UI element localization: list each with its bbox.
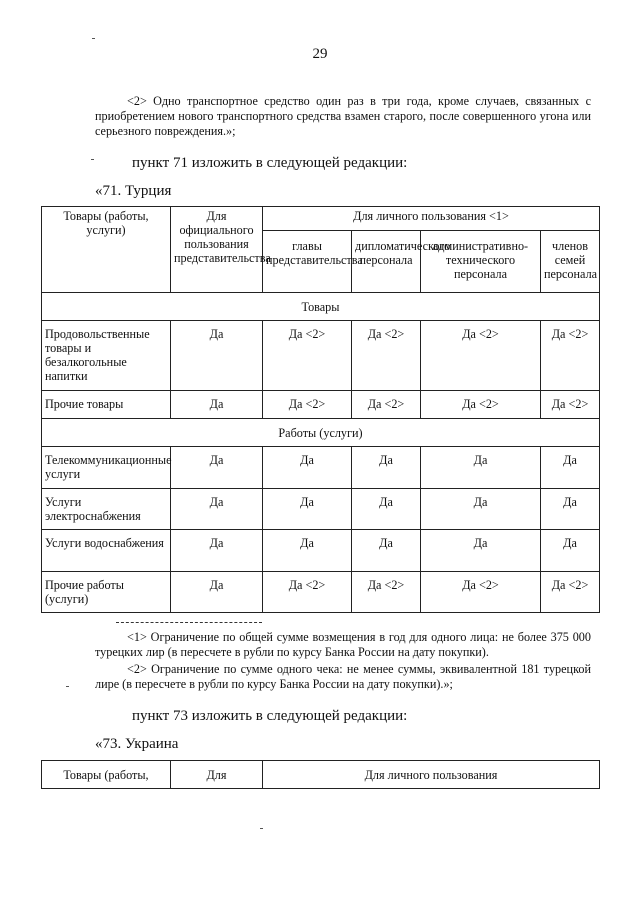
cell-heads: Да <2>	[263, 391, 352, 419]
cell-admin: Да	[421, 447, 541, 489]
table-row	[42, 530, 600, 572]
header-diplomatic: дипломатического персонала	[352, 231, 421, 293]
header-official: Для официального пользования представительства	[171, 207, 263, 293]
scan-speck	[66, 686, 69, 687]
heading-73-ukraine: «73. Украина	[95, 736, 179, 752]
instruction-73: пункт 73 изложить в следующей редакции:	[132, 708, 408, 724]
header-goods: Товары (работы,	[42, 761, 171, 789]
header-admin: административно-технического персонала	[421, 231, 541, 293]
row-name: Прочие товары	[42, 391, 171, 419]
cell-admin: Да	[421, 530, 541, 572]
scan-speck	[92, 38, 95, 39]
cell-official: Да	[171, 489, 263, 530]
cell-official: Да	[171, 321, 263, 391]
section-goods: Товары	[42, 293, 600, 321]
cell-diplomatic: Да <2>	[352, 572, 421, 613]
footnote-separator	[116, 622, 262, 623]
cell-heads: Да <2>	[263, 321, 352, 391]
header-heads: главы представительства	[263, 231, 352, 293]
cell-family: Да	[541, 489, 600, 530]
footnote-1: <1> Ограничение по общей сумме возмещения в год для одного лица: не более 375 000 турецких лир (в пересчете в рубли по курсу Банка России на дату покупки).	[95, 630, 591, 659]
cell-admin: Да <2>	[421, 572, 541, 613]
row-name: Услуги электроснабжения	[42, 489, 171, 530]
cell-official: Да	[171, 447, 263, 489]
row-name: Прочие работы (услуги)	[42, 572, 171, 613]
row-name: Продовольственные товары и безалкогольные напитки	[42, 321, 171, 391]
cell-heads: Да <2>	[263, 572, 352, 613]
cell-admin: Да <2>	[421, 321, 541, 391]
cell-heads: Да	[263, 530, 352, 572]
cell-diplomatic: Да	[352, 530, 421, 572]
scan-speck	[91, 159, 94, 160]
heading-71-turkey: «71. Турция	[95, 183, 172, 199]
table-row	[42, 572, 600, 613]
cell-diplomatic: Да <2>	[352, 321, 421, 391]
section-works: Работы (услуги)	[42, 419, 600, 447]
cell-heads: Да	[263, 489, 352, 530]
turkey-privileges-table	[41, 206, 600, 613]
footnote-2-vehicle: <2> Одно транспортное средство один раз в три года, кроме случаев, связанных с приобретением нового транспортного средства взамен старого, после совершенного угона или серьезного повреждения.»;	[95, 94, 591, 138]
row-name: Телекоммуникационные услуги	[42, 447, 171, 489]
cell-admin: Да <2>	[421, 391, 541, 419]
cell-diplomatic: Да	[352, 489, 421, 530]
header-family: членов семей персонала	[541, 231, 600, 293]
cell-diplomatic: Да <2>	[352, 391, 421, 419]
page-number: 29	[312, 46, 328, 62]
cell-official: Да	[171, 530, 263, 572]
table-row	[42, 391, 600, 419]
table-row	[42, 447, 600, 489]
header-personal: Для личного пользования <1>	[263, 207, 600, 231]
instruction-71: пункт 71 изложить в следующей редакции:	[132, 155, 408, 171]
header-goods: Товары (работы, услуги)	[42, 207, 171, 293]
header-official: Для	[171, 761, 263, 789]
cell-official: Да	[171, 572, 263, 613]
cell-family: Да <2>	[541, 321, 600, 391]
cell-family: Да <2>	[541, 572, 600, 613]
cell-family: Да <2>	[541, 391, 600, 419]
cell-diplomatic: Да	[352, 447, 421, 489]
ukraine-privileges-table	[41, 760, 600, 789]
row-name: Услуги водоснабжения	[42, 530, 171, 572]
cell-family: Да	[541, 530, 600, 572]
header-personal: Для личного пользования	[263, 761, 600, 789]
cell-official: Да	[171, 391, 263, 419]
footnote-2: <2> Ограничение по сумме одного чека: не менее суммы, эквивалентной 181 турецкой лире (в пересчете в рубли по курсу Банка России на дату покупки).»;	[95, 662, 591, 691]
scan-speck	[260, 828, 263, 829]
cell-admin: Да	[421, 489, 541, 530]
table-row	[42, 321, 600, 391]
cell-family: Да	[541, 447, 600, 489]
table-row	[42, 489, 600, 530]
cell-heads: Да	[263, 447, 352, 489]
